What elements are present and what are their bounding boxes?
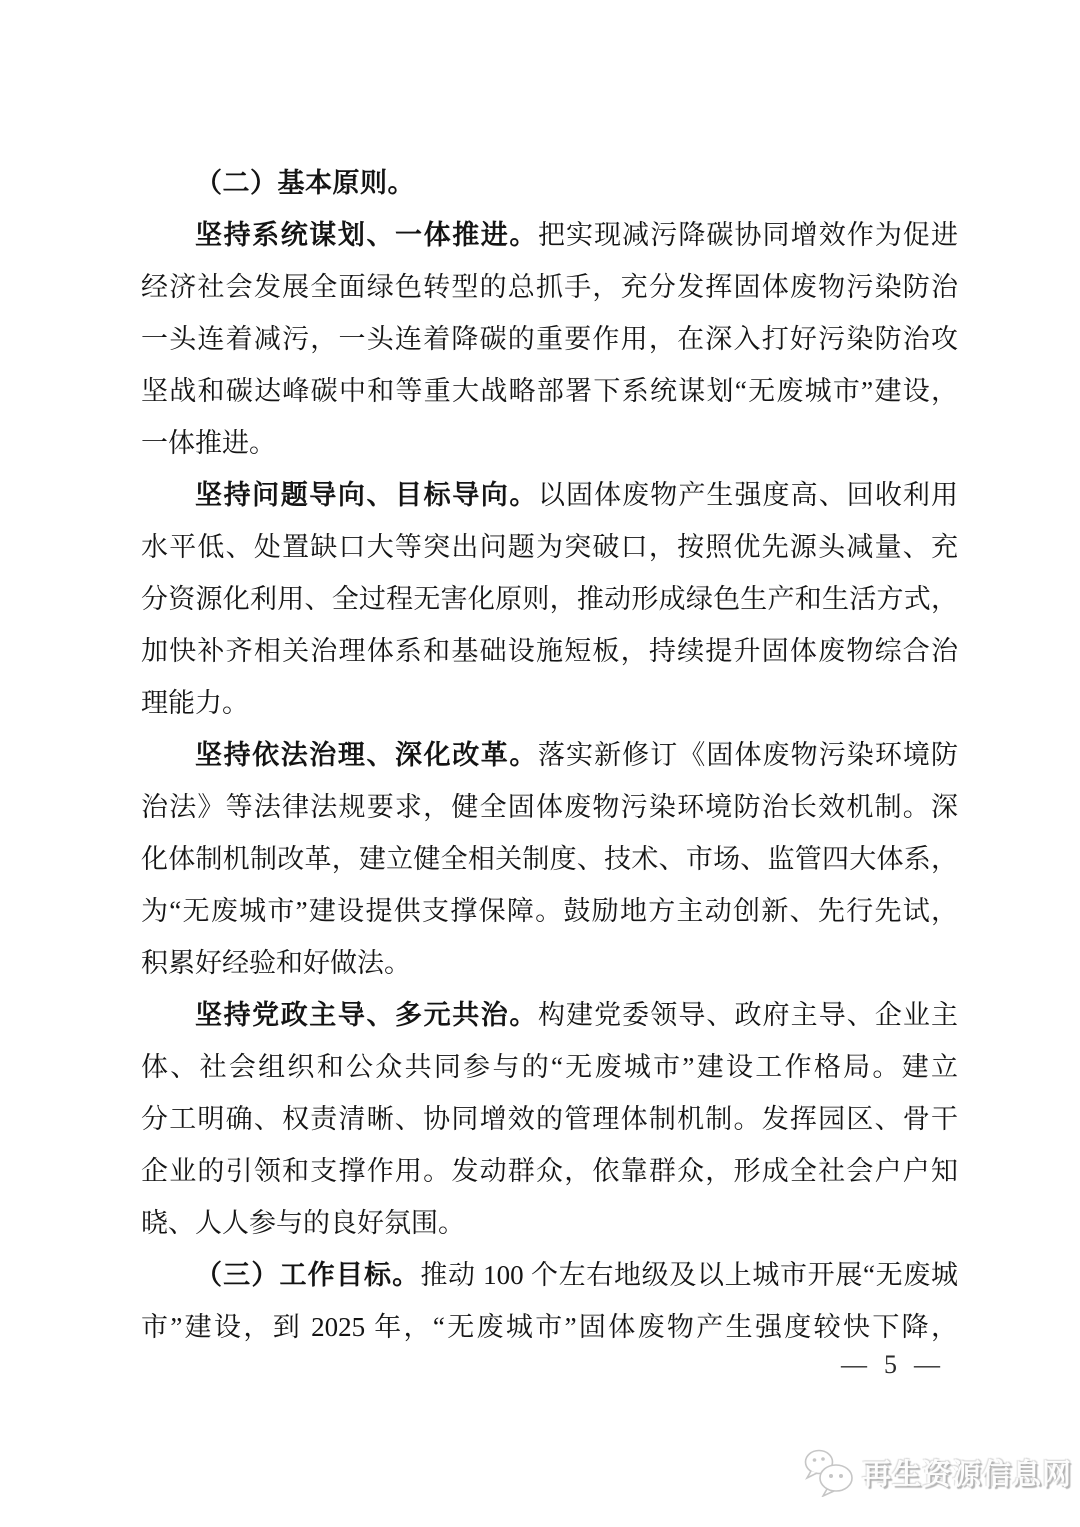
document-line: 理能力。 — [141, 688, 249, 718]
document-line: 积累好经验和好做法。 — [141, 948, 411, 978]
document-line: （三）工作目标。推动 100 个左右地级及以上城市开展“无废城 — [195, 1260, 959, 1290]
document-line: 一头连着减污，一头连着降碳的重要作用，在深入打好污染防治攻 — [141, 324, 958, 354]
wechat-chat-bubbles-icon — [802, 1447, 856, 1497]
document-line: 晓、人人参与的良好氛围。 — [141, 1208, 465, 1238]
page-number-dash-left: — — [841, 1350, 867, 1379]
page-number — [841, 1350, 940, 1380]
document-line: 坚战和碳达峰碳中和等重大战略部署下系统谋划“无废城市”建设， — [141, 376, 958, 406]
document-line: 化体制机制改革，建立健全相关制度、技术、市场、监管四大体系， — [141, 844, 958, 874]
section-heading — [141, 157, 958, 209]
paragraph-lead: 坚持系统谋划、一体推进。 — [195, 220, 538, 250]
document-line: 坚持问题导向、目标导向。以固体废物产生强度高、回收利用 — [195, 480, 959, 510]
document-line: 企业的引领和支撑作用。发动群众，依靠群众，形成全社会户户知 — [141, 1156, 958, 1186]
document-line: 分资源化利用、全过程无害化原则，推动形成绿色生产和生活方式， — [141, 584, 958, 614]
document-line: 加快补齐相关治理体系和基础设施短板，持续提升固体废物综合治 — [141, 636, 958, 666]
document-line: 经济社会发展全面绿色转型的总抓手，充分发挥固体废物污染防治 — [141, 272, 958, 302]
page-number-dash-right: — — [914, 1350, 940, 1379]
paragraph-lead: 坚持问题导向、目标导向。 — [195, 480, 538, 510]
watermark-text: 再生资源信息网 — [862, 1458, 1073, 1491]
document-line: 坚持系统谋划、一体推进。把实现减污降碳协同增效作为促进 — [195, 220, 959, 250]
paragraph-lead: （三）工作目标。 — [195, 1260, 421, 1290]
document-line: 治法》等法律法规要求，健全固体废物污染环境防治长效机制。深 — [141, 792, 958, 822]
document-line: 体、社会组织和公众共同参与的“无废城市”建设工作格局。建立 — [141, 1052, 958, 1082]
page-number-value: 5 — [884, 1350, 897, 1379]
document-line: 坚持党政主导、多元共治。构建党委领导、政府主导、企业主 — [195, 1000, 959, 1030]
document-line: 为“无废城市”建设提供支撑保障。鼓励地方主动创新、先行先试， — [141, 896, 958, 926]
heading-text: （二）基本原则。 — [195, 168, 415, 198]
document-line: 水平低、处置缺口大等突出问题为突破口，按照优先源头减量、充 — [141, 532, 958, 562]
document-line: 分工明确、权责清晰、协同增效的管理体制机制。发挥园区、骨干 — [141, 1104, 958, 1134]
document-line: 一体推进。 — [141, 428, 276, 458]
paragraph-lead: 坚持党政主导、多元共治。 — [195, 1000, 538, 1030]
document-line: 坚持依法治理、深化改革。落实新修订《固体废物污染环境防 — [195, 740, 959, 770]
document-line: 市”建设，到 2025 年，“无废城市”固体废物产生强度较快下降， — [141, 1312, 958, 1342]
paragraph-lead: 坚持依法治理、深化改革。 — [195, 740, 538, 770]
site-watermark — [802, 1447, 1072, 1497]
document-body — [141, 157, 958, 1353]
